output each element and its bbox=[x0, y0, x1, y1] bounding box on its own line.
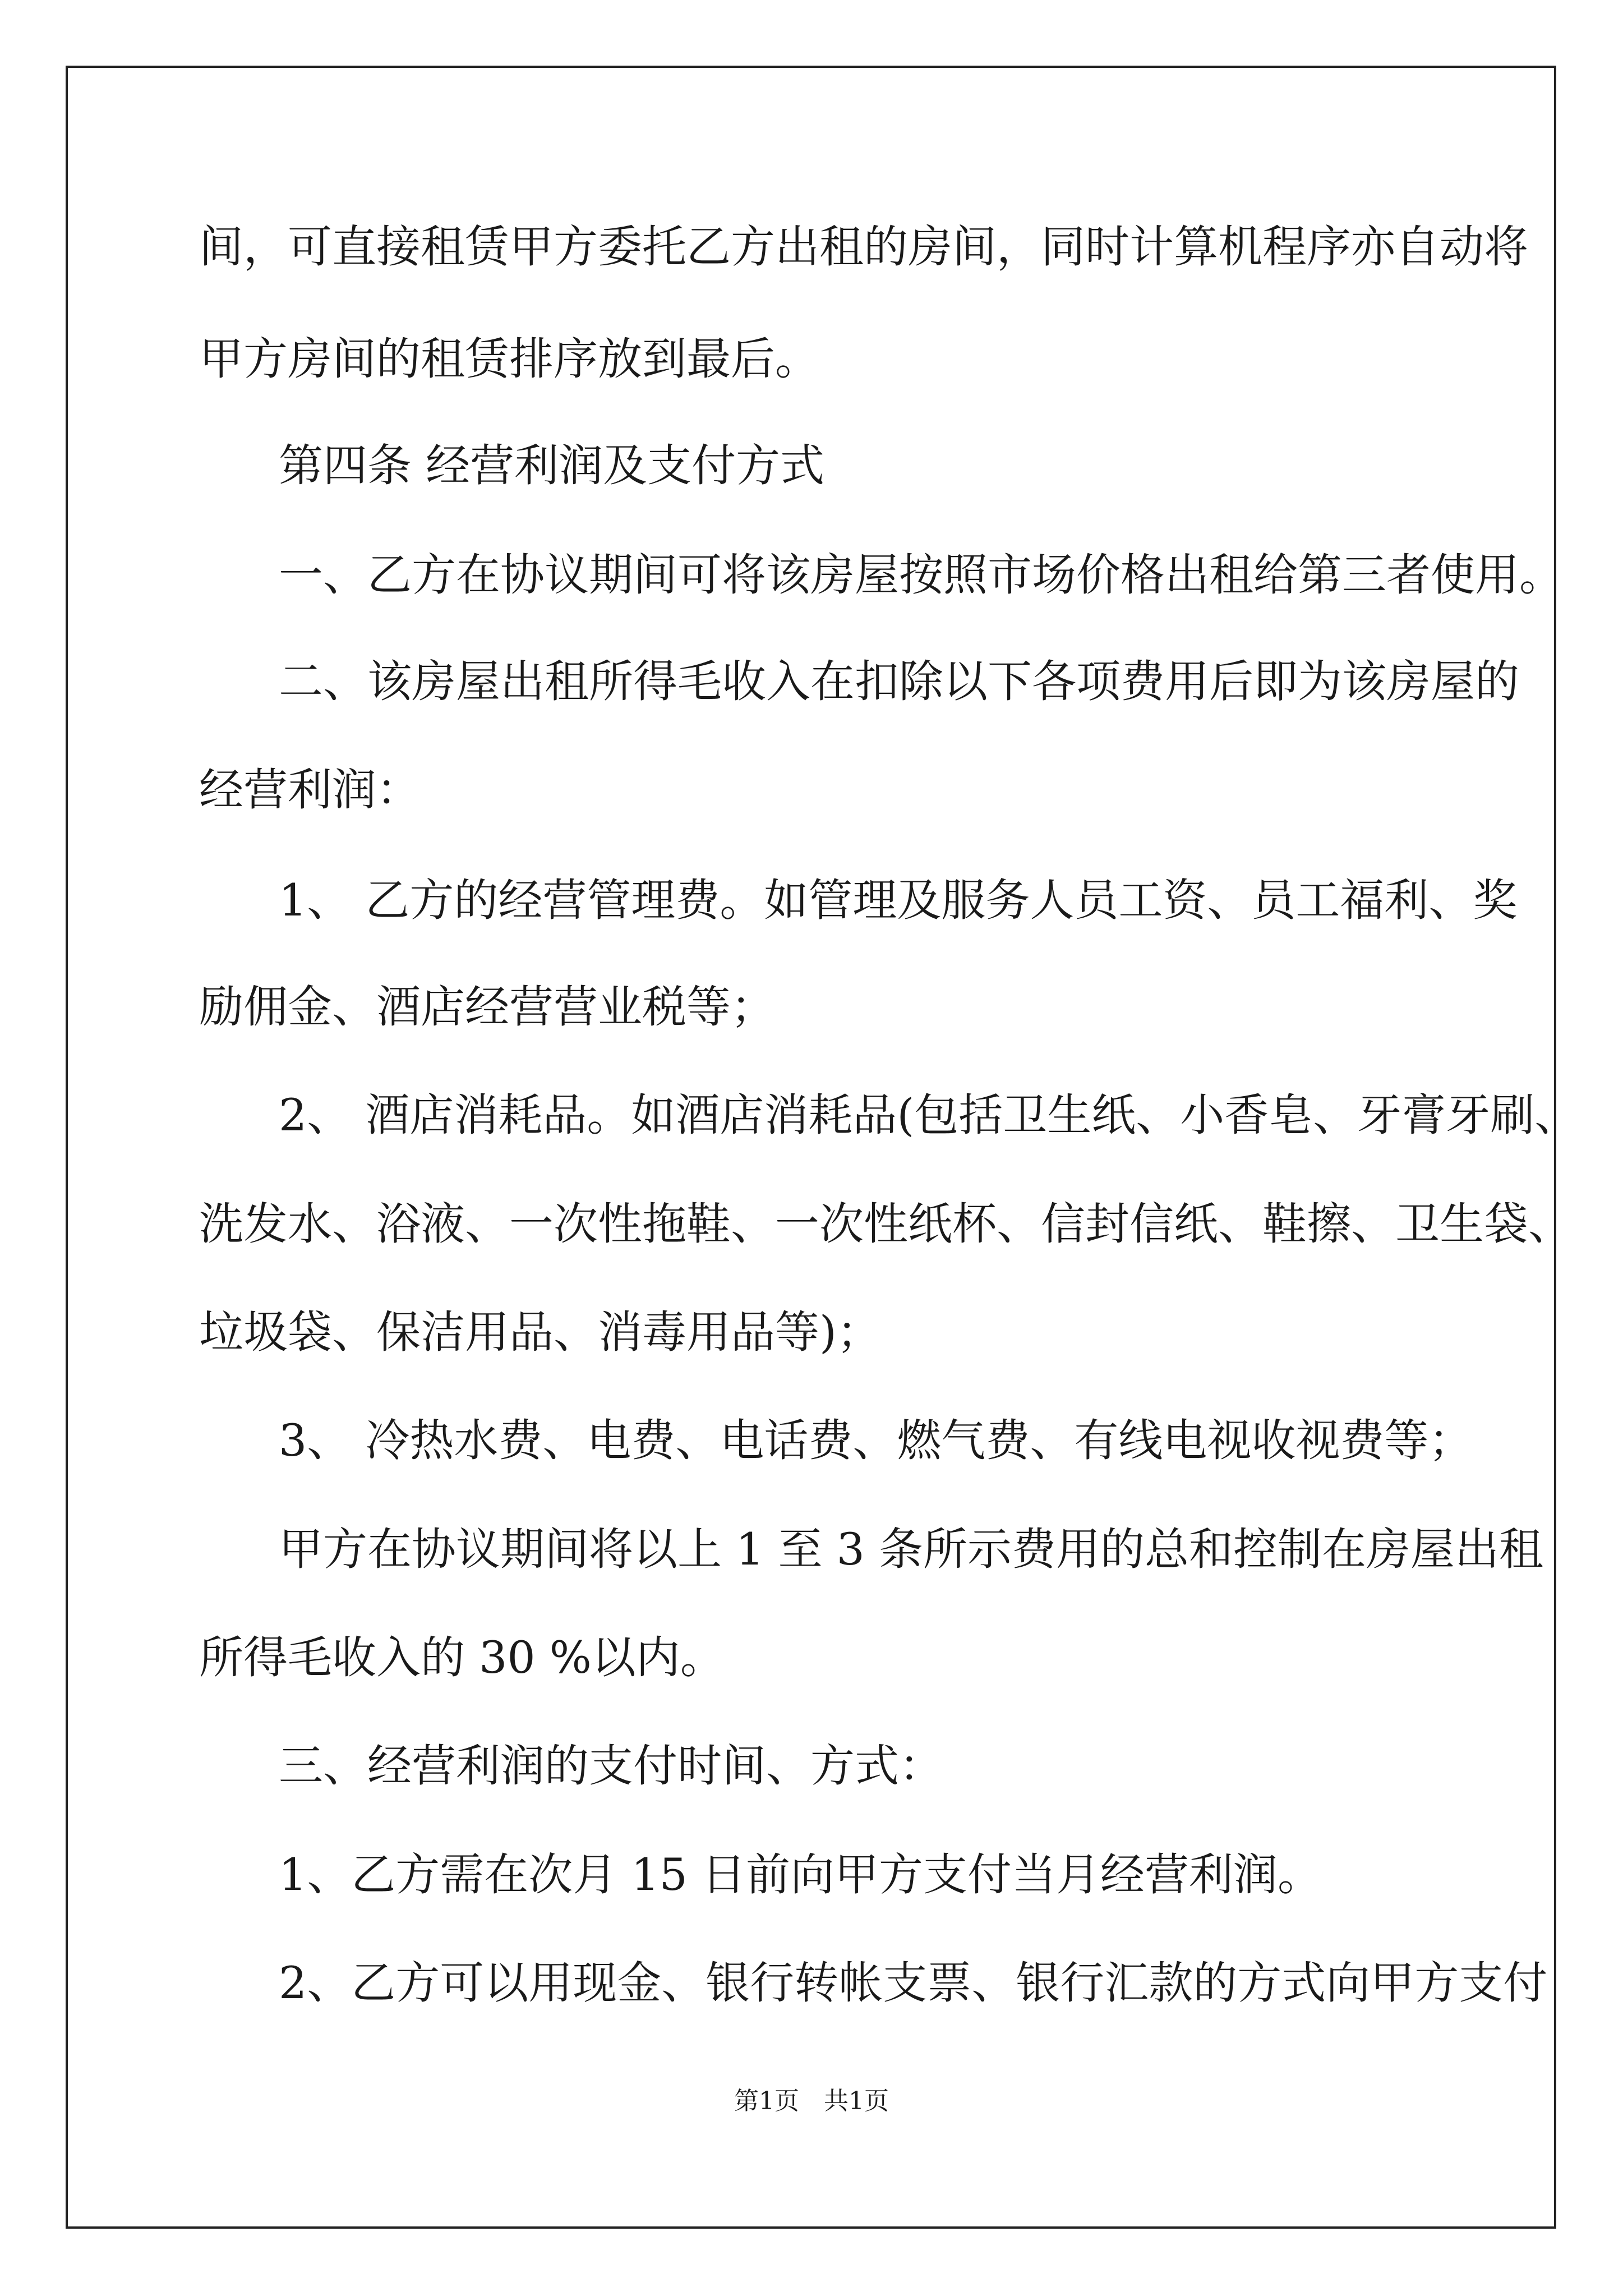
text-line-14: 所得毛收入的 30 %以内。 bbox=[199, 1632, 725, 1683]
article-heading: 第四条 经营利润及支付方式 bbox=[279, 440, 825, 491]
text-line-13: 甲方在协议期间将以上 1 至 3 条所示费用的总和控制在房屋出租 bbox=[279, 1524, 1543, 1575]
text-line-4: 一、乙方在协议期间可将该房屋按照市场价格出租给第三者使用。 bbox=[279, 549, 1564, 601]
text-line-16: 1、乙方需在次月 15 日前向甲方支付当月经营利润。 bbox=[279, 1849, 1322, 1901]
text-line-8: 励佣金、酒店经营营业税等； bbox=[199, 981, 775, 1033]
text-line-15: 三、经营利润的支付时间、方式： bbox=[279, 1740, 943, 1792]
page-number-footer: 第1页 共1页 bbox=[734, 2087, 889, 2115]
text-line-7: 1、 乙方的经营管理费。如管理及服务人员工资、员工福利、奖 bbox=[279, 875, 1518, 926]
text-line-10: 洗发水、浴液、一次性拖鞋、一次性纸杯、信封信纸、鞋擦、卫生袋、 bbox=[199, 1198, 1573, 1250]
text-line-12: 3、 冷热水费、电费、电话费、燃气费、有线电视收视费等； bbox=[279, 1415, 1473, 1466]
text-line-2: 甲方房间的租赁排序放到最后。 bbox=[199, 333, 819, 385]
text-line-9: 2、 酒店消耗品。如酒店消耗品(包括卫生纸、小香皂、牙膏牙刷、 bbox=[279, 1089, 1579, 1141]
text-line-5: 二、该房屋出租所得毛收入在扣除以下各项费用后即为该房屋的 bbox=[279, 656, 1519, 707]
text-line-6: 经营利润： bbox=[199, 764, 421, 816]
text-line-11: 垃圾袋、保洁用品、消毒用品等)； bbox=[199, 1306, 881, 1358]
text-line-1: 间，可直接租赁甲方委托乙方出租的房间，同时计算机程序亦自动将 bbox=[199, 221, 1528, 273]
text-line-17: 2、乙方可以用现金、银行转帐支票、银行汇款的方式向甲方支付 bbox=[279, 1957, 1548, 2009]
